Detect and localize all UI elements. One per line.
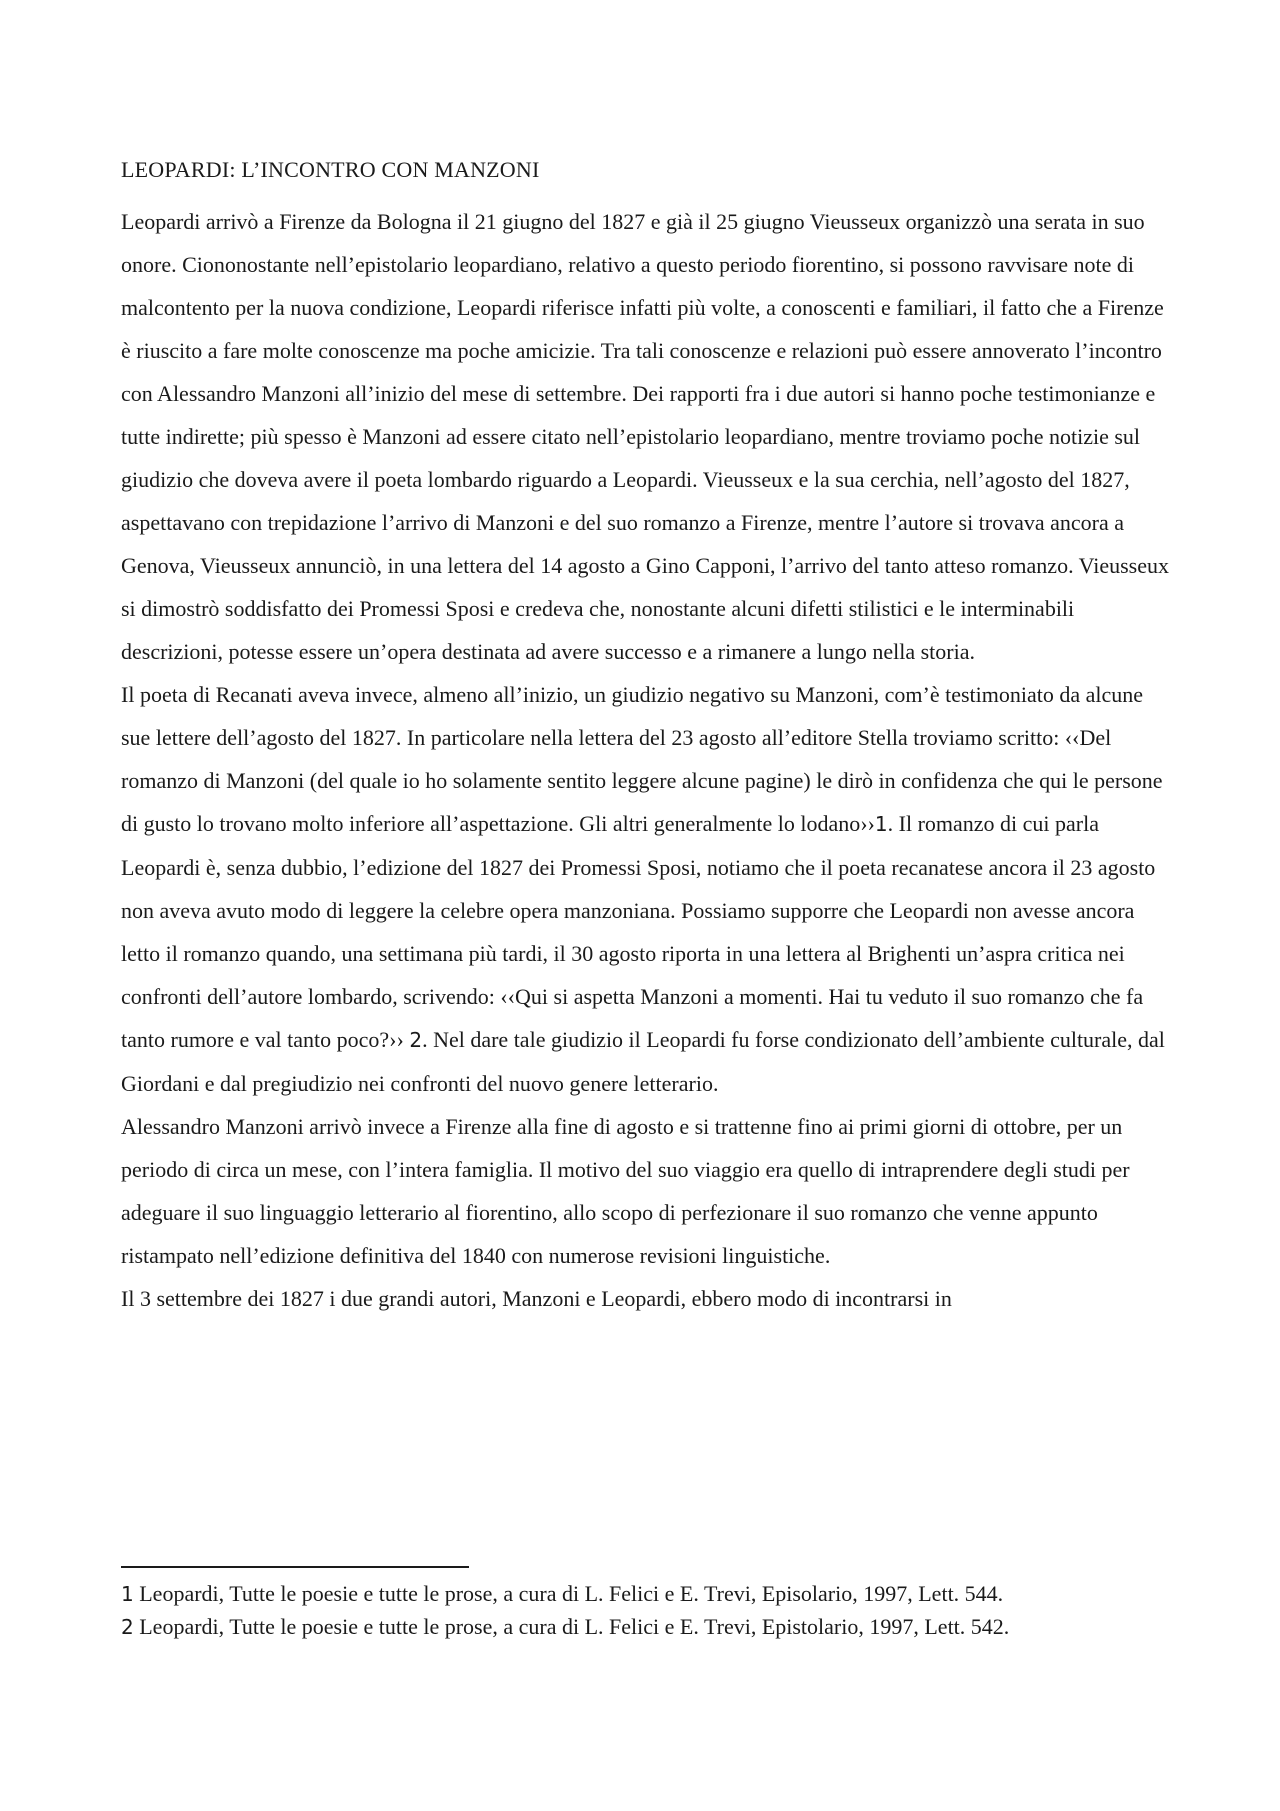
footnotes-section [121,1566,1169,1646]
paragraph-text: . Il romanzo di cui parla Leopardi è, senza dubbio, l’edizione del 1827 dei Promessi Sposi, notiamo che il poeta recanatese ancora il 23 agosto non aveva avuto modo di leggere la celebre opera manzoniana. Possiamo supporre che Leopardi non avesse ancora letto il romanzo quando, una settimana più tardi, il 30 agosto riporta in una lettera al Brighenti un’aspra critica nei confronti dell’autore lombardo, scrivendo: ‹‹Qui si aspetta Manzoni a momenti. Hai tu veduto il suo romanzo che fa tanto rumore e val tanto poco?›› [121,811,1156,1052]
paragraph-4 [121,1277,1169,1320]
paragraph-text: Leopardi arrivò a Firenze da Bologna il 21 giugno del 1827 e già il 25 giugno Vieusseux organizzò una serata in suo onore. Ciononostante nell’epistolario leopardiano, relativo a questo periodo fiorentino, si possono ravvisare note di malcontento per la nuova condizione, Leopardi riferisce infatti più volte, a conoscenti e familiari, il fatto che a Firenze è riuscito a fare molte conoscenze ma poche amicizie. Tra tali conoscenze e relazioni può essere annoverato l’incontro con Alessandro Manzoni all’inizio del mese di settembre. Dei rapporti fra i due autori si hanno poche testimonianze e tutte indirette; più spesso è Manzoni ad essere citato nell’epistolario leopardiano, mentre troviamo poche notizie sul giudizio che doveva avere il poeta lombardo riguardo a Leopardi. Vieusseux e la sua cerchia, nell’agosto del 1827, aspettavano con trepidazione l’arrivo di Manzoni e del suo romanzo a Firenze, mentre l’autore si trovava ancora a Genova, Vieusseux annunciò, in una lettera del 14 agosto a Gino Capponi, l’arrivo del tanto atteso romanzo. Vieusseux si dimostrò soddisfatto dei Promessi Sposi e credeva che, nonostante alcuni difetti stilistici e le interminabili descrizioni, potesse essere un’opera destinata ad avere successo e a rimanere a lungo nella storia. [121,209,1170,664]
footnote-text: Leopardi, Tutte le poesie e tutte le prose, a cura di L. Felici e E. Trevi, Epistolario, 1997, Lett. 542. [133,1614,1010,1639]
footnote-number: 2 [121,1615,134,1639]
document-content [121,148,1169,1320]
footnote-text: Leopardi, Tutte le poesie e tutte le prose, a cura di L. Felici e E. Trevi, Episolario, 1997, Lett. 544. [133,1581,1004,1606]
footnote-reference-2[interactable]: 2 [409,1028,423,1052]
paragraph-text: . Nel dare tale giudizio il Leopardi fu forse condizionato dell’ambiente culturale, dal Giordani e dal pregiudizio nei confronti del nuovo genere letterario. [121,1027,1165,1096]
footnote-number: 1 [121,1582,134,1606]
paragraph-1 [121,200,1169,673]
document-title: LEOPARDI: L’INCONTRO CON MANZONI [121,157,540,182]
paragraph-text: Il 3 settembre dei 1827 i due grandi autori, Manzoni e Leopardi, ebbero modo di incontrarsi in [121,1286,952,1311]
paragraph-text: Alessandro Manzoni arrivò invece a Firenze alla fine di agosto e si trattenne fino ai primi giorni di ottobre, per un periodo di circa un mese, con l’intera famiglia. Il motivo del suo viaggio era quello di intraprendere degli studi per adeguare il suo linguaggio letterario al fiorentino, allo scopo di perfezionare il suo romanzo che venne appunto ristampato nell’edizione definitiva del 1840 con numerose revisioni linguistiche. [121,1114,1130,1268]
footnote-reference-1[interactable]: 1 [874,812,888,836]
footnote-separator [121,1566,469,1568]
document-body [121,200,1169,1320]
footnote-2 [121,1613,1169,1641]
paragraph-2 [121,673,1169,1105]
footnote-1 [121,1580,1169,1608]
paragraph-3 [121,1105,1169,1277]
paragraph-text: Il poeta di Recanati aveva invece, almeno all’inizio, un giudizio negativo su Manzoni, com’è testimoniato da alcune sue lettere dell’agosto del 1827. In particolare nella lettera del 23 agosto all’editore Stella troviamo scritto: ‹‹Del romanzo di Manzoni (del quale io ho solamente sentito leggere alcune pagine) le dirò in confidenza che qui le persone di gusto lo trovano molto inferiore all’aspettazione. Gli altri generalmente lo lodano›› [121,682,1163,836]
